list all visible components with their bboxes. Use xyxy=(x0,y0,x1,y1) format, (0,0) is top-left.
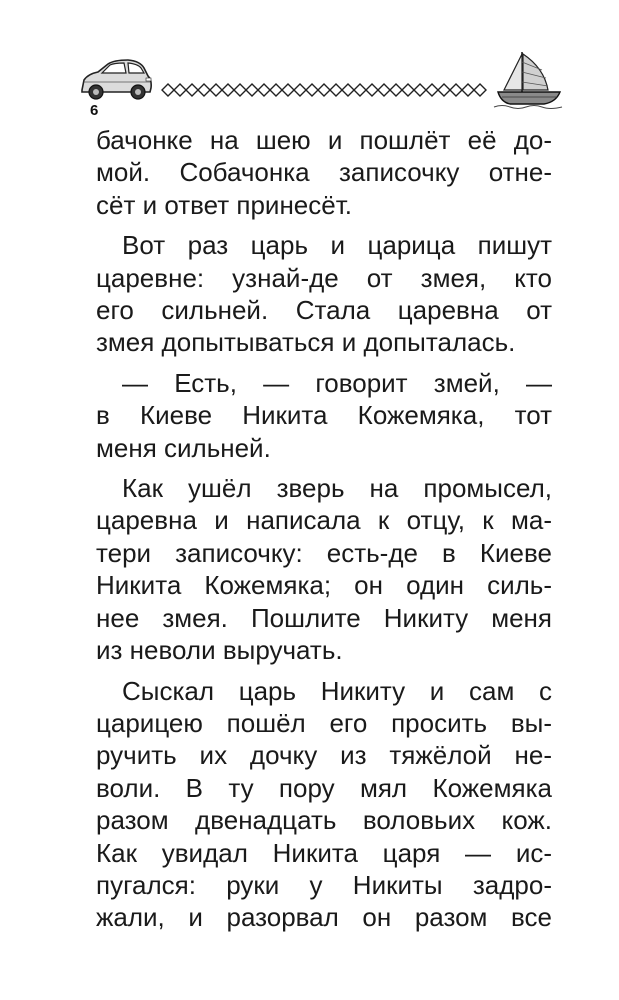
text-line: Как увидал Никита царя — ис- xyxy=(96,837,552,868)
text-line: Никита Кожемяка; он один силь- xyxy=(96,570,552,601)
text-line: пугался: руки у Никиты задро- xyxy=(96,869,552,900)
text-line: Сыскал царь Никиту и сам с xyxy=(122,675,552,706)
text-line: царицею пошёл его просить вы- xyxy=(96,707,552,738)
car-icon xyxy=(78,56,154,104)
text-line: жали, и разорвал он разом все xyxy=(96,902,552,933)
page-header xyxy=(0,0,619,120)
text-line: царевне: узнай-де от змея, кто xyxy=(96,262,552,293)
text-line: разом двенадцать воловьих кож. xyxy=(96,805,552,836)
text-line: Как ушёл зверь на промысел, xyxy=(122,473,552,504)
text-line: его сильней. Стала царевна от xyxy=(96,295,552,326)
text-line: бачонке на шею и пошлёт её до- xyxy=(96,125,552,155)
paragraph xyxy=(96,124,552,221)
paragraph xyxy=(96,675,552,934)
text-line: царевна и написала к отцу, к ма- xyxy=(96,505,552,536)
text-line: сёт и ответ принесёт. xyxy=(96,189,352,220)
decorative-ornament xyxy=(160,82,488,98)
text-line: в Киеве Никита Кожемяка, тот xyxy=(96,400,552,431)
text-line: Вот раз царь и царица пишут xyxy=(122,230,552,261)
paragraph xyxy=(96,367,552,464)
text-line: воли. В ту пору мял Кожемяка xyxy=(96,772,552,803)
story-text xyxy=(96,124,552,942)
text-line: ручить их дочку из тяжёлой не- xyxy=(96,740,552,771)
text-line: из неволи выручать. xyxy=(96,635,343,666)
text-line: меня сильней. xyxy=(96,432,271,463)
paragraph xyxy=(96,472,552,666)
boat-icon xyxy=(492,50,564,110)
text-line: змея допытываться и допыталась. xyxy=(96,327,516,358)
text-line: мой. Собачонка записочку отне- xyxy=(96,157,552,188)
text-line: тери записочку: есть-де в Киеве xyxy=(96,537,552,568)
page-number: 6 xyxy=(90,102,99,119)
text-line: — Есть, — говорит змей, — xyxy=(122,367,552,398)
text-line: нее змея. Пошлите Никиту меня xyxy=(96,602,552,633)
paragraph xyxy=(96,229,552,359)
